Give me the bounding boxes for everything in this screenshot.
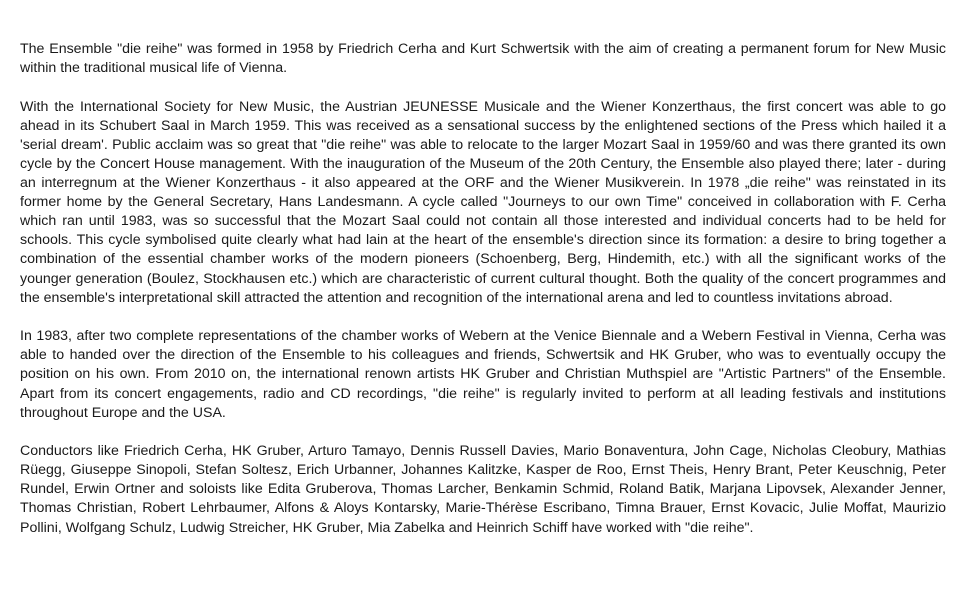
paragraph-direction: In 1983, after two complete representations of the chamber works of Webern at the Venice Biennale and a Webern Festival in Vienna, Cerha was able to handed over the direction of the Ensemble to his colleagues and friends, Schwertsik and HK Gruber, who was to eventually occupy the position on his own. From 2010 on, the international renown artists HK Gruber and Christian Muthspiel are "Artistic Partners" of the Ensemble. Apart from its concert engagements, radio and CD recordings, "die reihe" is regularly invited to perform at all leading festivals and institutions throughout Europe and the USA.	[20, 328, 946, 421]
paragraph-founding: The Ensemble "die reihe" was formed in 1958 by Friedrich Cerha and Kurt Schwertsik with the aim of creating a permanent forum for New Music within the traditional musical life of Vienna.	[20, 41, 946, 77]
paragraph-history: With the International Society for New Music, the Austrian JEUNESSE Musicale and the Wiener Konzerthaus, the first concert was able to go ahead in its Schubert Saal in March 1959. This was received as a sensational success by the enlightened sections of the Press which hailed it a 'serial dream'. Public acclaim was so great that "die reihe" was able to relocate to the larger Mozart Saal in 1959/60 and was there granted its own cycle by the Concert House management. With the inauguration of the Museum of the 20th Century, the Ensemble also played there; later - during an interregnum at the Wiener Konzerthaus - it also appeared at the ORF and the Wiener Musikverein. In 1978 „die reihe" was reinstated in its former home by the General Secretary, Hans Landesmann. A cycle called "Journeys to our own Time" conceived in collaboration with F. Cerha which ran until 1983, was so successful that the Mozart Saal could not contain all those interested and individual concerts had to be held for schools. This cycle symbolised quite clearly what had lain at the heart of the ensemble's direction since its formation: a desire to bring together a combination of the essential chamber works of the modern pioneers (Schoenberg, Berg, Hindemith, etc.) with all the significant works of the younger generation (Boulez, Stockhausen etc.) which are characteristic of current cultural thought. Both the quality of the concert programmes and the ensemble's interpretational skill attracted the attention and recognition of the international arena and led to countless invitations abroad.	[20, 98, 946, 306]
article-body	[20, 40, 946, 538]
paragraph-conductors: Conductors like Friedrich Cerha, HK Gruber, Arturo Tamayo, Dennis Russell Davies, Mario Bonaventura, John Cage, Nicholas Cleobury, Mathias Rüegg, Giuseppe Sinopoli, Stefan Soltesz, Erich Urbanner, Johannes Kalitzke, Kasper de Roo, Ernst Theis, Henry Brant, Peter Keuschnig, Peter Rundel, Erwin Ortner and soloists like Edita Gruberova, Thomas Larcher, Benkamin Schmid, Roland Batik, Marjana Lipovsek, Alexander Jenner, Thomas Christian, Robert Lehrbaumer, Alfons & Aloys Kontarsky, Marie-Thérèse Escribano, Timna Brauer, Ernst Kovacic, Julie Moffat, Maurizio Pollini, Wolfgang Schulz, Ludwig Streicher, HK Gruber, Mia Zabelka and Heinrich Schiff have worked with "die reihe".	[20, 443, 946, 536]
